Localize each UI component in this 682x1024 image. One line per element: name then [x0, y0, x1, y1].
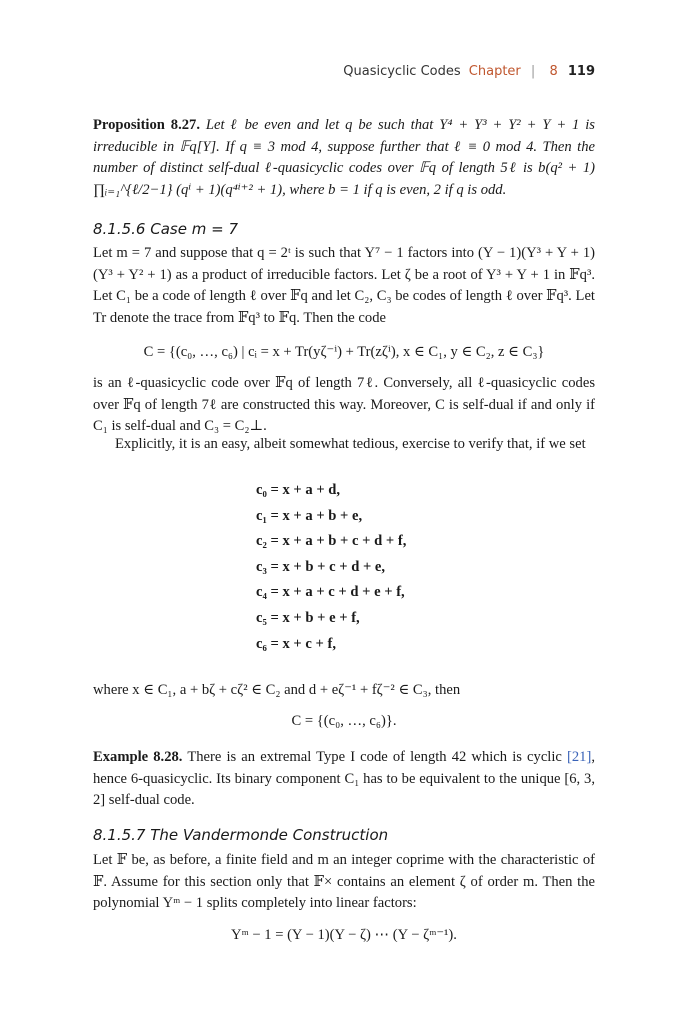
equation-c5: c₅ = x + b + e + f,	[256, 609, 360, 626]
proposition-8-27	[93, 115, 595, 201]
chapter-label: Chapter	[468, 64, 521, 79]
equation-c3: c₃ = x + b + c + d + e,	[256, 558, 386, 575]
equation-c6: c₆ = x + c + f,	[256, 635, 336, 652]
section-heading-case-m7: 8.1.5.6 Case m = 7	[93, 220, 238, 238]
equation-c0: c₀ = x + a + d,	[256, 482, 341, 498]
paragraph-quasicyclic-conversely: is an ℓ-quasicyclic code over 𝔽q of length 7ℓ. Conversely, all ℓ-quasicyclic codes over 𝔽q of length 7ℓ are constructed this way. Moreover, C is self-dual if and only if C₁ is self-dual and C₃ = C₂⊥.	[93, 375, 595, 434]
running-header	[343, 64, 595, 79]
running-title: Quasicyclic Codes	[343, 64, 461, 79]
equation-list	[256, 478, 406, 657]
citation-link[interactable]: [21]	[567, 749, 592, 765]
equation-c2: c₂ = x + a + b + c + d + f,	[256, 533, 407, 550]
example-text-after: , hence 6-quasicyclic. Its binary component C₁ has to be equivalent to the unique [6, 3, 2] self-dual code.	[93, 749, 595, 808]
chapter-number: 8	[549, 64, 558, 79]
proposition-text: Let ℓ be even and let q be such that Y⁴ + Y³ + Y² + Y + 1 is irreducible in 𝔽q[Y]. If q ≡ 3 mod 4, suppose further that ℓ ≡ 0 mod 4. Then the number of distinct self-dual ℓ-quasicyclic codes over 𝔽q of length 5ℓ is b(q² + 1) ∏ᵢ₌₁^{ℓ/2−1} (qⁱ + 1)(q⁴ⁱ⁺² + 1), where b = 1 if q is even, 2 if q is odd.	[93, 117, 595, 198]
display-code-result: C = {(c₀, …, c₆)}.	[291, 713, 397, 729]
section-heading-vandermonde: 8.1.5.7 The Vandermonde Construction	[93, 826, 389, 844]
paragraph-explicitly: Explicitly, it is an easy, albeit somewhat tedious, exercise to verify that, if we set	[115, 436, 586, 452]
paragraph-vandermonde: Let 𝔽 be, as before, a finite field and m an integer coprime with the characteristic of 𝔽. Assume for this section only that 𝔽× contains an element ζ of order m. Then the polynomial Yᵐ − 1 splits completely into linear factors:	[93, 852, 595, 911]
header-separator: |	[530, 64, 536, 79]
equation-c4: c₄ = x + a + c + d + e + f,	[256, 584, 405, 601]
proposition-label: Proposition 8.27.	[93, 117, 200, 133]
paragraph-where: where x ∈ C₁, a + bζ + cζ² ∈ C₂ and d + eζ⁻¹ + fζ⁻² ∈ C₃, then	[93, 682, 461, 698]
example-8-28	[93, 747, 595, 812]
example-text-before: There is an extremal Type I code of length 42 which is cyclic	[187, 749, 562, 765]
display-vandermonde-factorization: Yᵐ − 1 = (Y − 1)(Y − ζ) ⋯ (Y − ζᵐ⁻¹).	[231, 927, 457, 943]
equation-c1: c₁ = x + a + b + e,	[256, 507, 363, 524]
paragraph-case-m7: Let m = 7 and suppose that q = 2ᵗ is such that Y⁷ − 1 factors into (Y − 1)(Y³ + Y + 1)(Y³ + Y² + 1) as a product of irreducible factors. Let ζ be a root of Y³ + Y + 1 in 𝔽q³. Let C₁ be a code of length ℓ over 𝔽q and let C₂, C₃ be codes of length ℓ over 𝔽q³. Let Tr denote the trace from 𝔽q³ to 𝔽q. Then the code	[93, 245, 595, 326]
example-label: Example 8.28.	[93, 749, 183, 765]
page-number: 119	[567, 64, 595, 79]
display-code-definition: C = {(c₀, …, c₆) | cᵢ = x + Tr(yζ⁻ⁱ) + Tr(zζⁱ), x ∈ C₁, y ∈ C₂, z ∈ C₃}	[143, 344, 545, 360]
